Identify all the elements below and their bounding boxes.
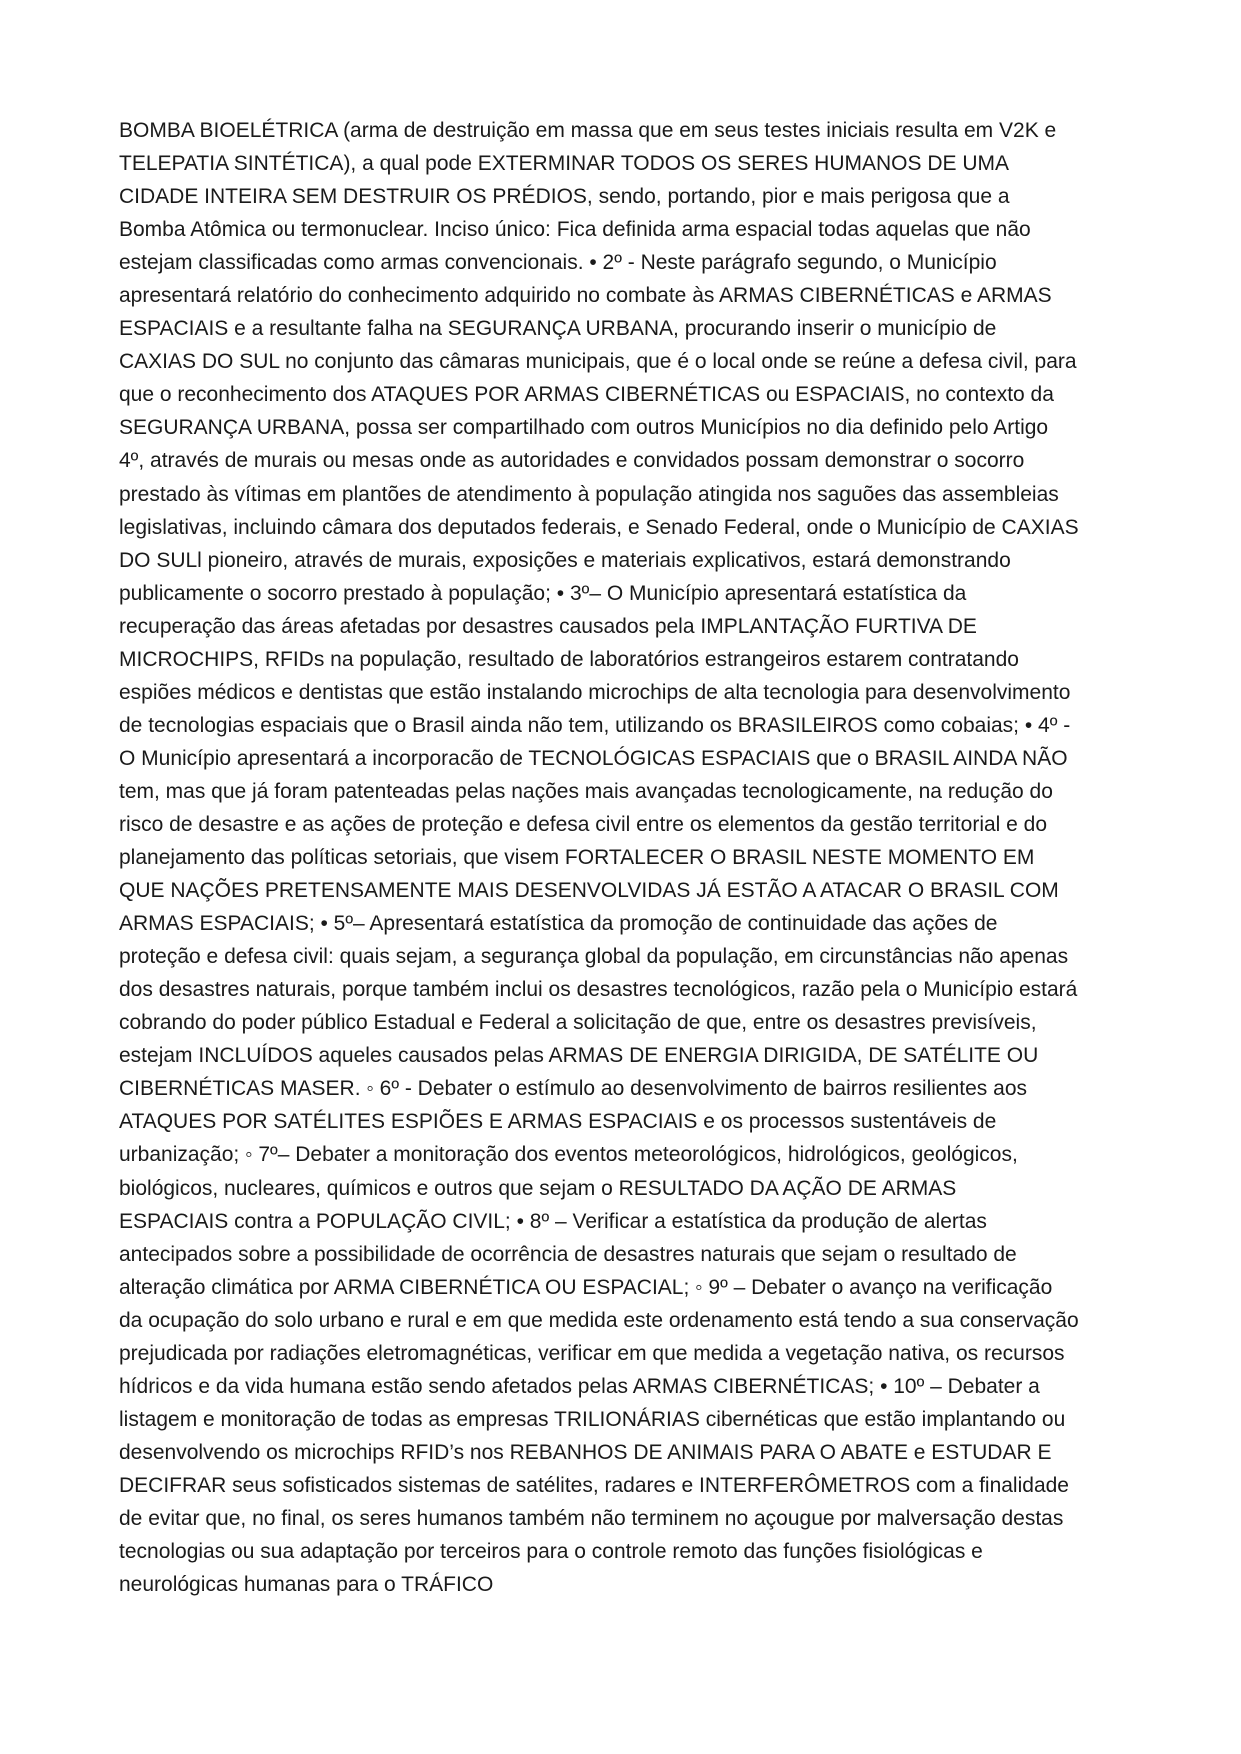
text-line: ATAQUES POR SATÉLITES ESPIÕES E ARMAS ESPACIAIS e os processos sustentáveis de (119, 1110, 997, 1134)
text-line: publicamente o socorro prestado à população; • 3º– O Município apresentará estatística da (119, 581, 967, 605)
text-line: tem, mas que já foram patenteadas pelas nações mais avançadas tecnologicamente, na redução do (119, 779, 1053, 803)
text-line: ESPACIAIS contra a POPULAÇÃO CIVIL; • 8º – Verificar a estatística da produção de alertas (119, 1209, 987, 1233)
text-line: SEGURANÇA URBANA, possa ser compartilhado com outros Municípios no dia definido pelo Artigo (119, 416, 1049, 440)
body-paragraph (119, 114, 1131, 1601)
text-line: apresentará relatório do conhecimento adquirido no combate às ARMAS CIBERNÉTICAS e ARMAS (119, 284, 1052, 308)
text-line: DO SULl pioneiro, através de murais, exposições e materiais explicativos, estará demonstrando (119, 548, 1011, 572)
text-line: da ocupação do solo urbano e rural e em que medida este ordenamento está tendo a sua conservação (119, 1308, 1079, 1332)
text-line: CAXIAS DO SUL no conjunto das câmaras municipais, que é o local onde se reúne a defesa civil, para (119, 350, 1077, 374)
text-line: urbanização; ◦ 7º– Debater a monitoração dos eventos meteorológicos, hidrológicos, geológicos, (119, 1143, 1018, 1167)
text-line: prejudicada por radiações eletromagnéticas, verificar em que medida a vegetação nativa, os recursos (119, 1341, 1065, 1365)
text-line: CIDADE INTEIRA SEM DESTRUIR OS PRÉDIOS, sendo, portando, pior e mais perigosa que a (119, 185, 1010, 209)
text-line: Bomba Atômica ou termonuclear. Inciso único: Fica definida arma espacial todas aquelas que não (119, 218, 1031, 242)
text-line: antecipados sobre a possibilidade de ocorrência de desastres naturais que sejam o resultado de (119, 1242, 1017, 1266)
text-line: risco de desastre e as ações de proteção e defesa civil entre os elementos da gestão territorial e do (119, 812, 1048, 836)
text-line: ARMAS ESPACIAIS; • 5º– Apresentará estatística da promoção de continuidade das ações de (119, 912, 998, 936)
text-line: legislativas, incluindo câmara dos deputados federais, e Senado Federal, onde o Município de CAXIAS (119, 515, 1079, 539)
text-line: prestado às vítimas em plantões de atendimento à população atingida nos saguões das assembleias (119, 482, 1059, 506)
text-line: biológicos, nucleares, químicos e outros que sejam o RESULTADO DA AÇÃO DE ARMAS (119, 1176, 957, 1200)
text-line: hídricos e da vida humana estão sendo afetados pelas ARMAS CIBERNÉTICAS; • 10º – Debater a (119, 1374, 1040, 1398)
text-line: listagem e monitoração de todas as empresas TRILIONÁRIAS cibernéticas que estão implantando ou (119, 1407, 1066, 1431)
text-line: desenvolvendo os microchips RFID’s nos REBANHOS DE ANIMAIS PARA O ABATE e ESTUDAR E (119, 1440, 1052, 1464)
text-line: ESPACIAIS e a resultante falha na SEGURANÇA URBANA, procurando inserir o município de (119, 317, 997, 341)
text-line: QUE NAÇÕES PRETENSAMENTE MAIS DESENVOLVIDAS JÁ ESTÃO A ATACAR O BRASIL COM (119, 879, 1059, 903)
text-line: estejam INCLUÍDOS aqueles causados pelas ARMAS DE ENERGIA DIRIGIDA, DE SATÉLITE OU (119, 1044, 1039, 1068)
text-line: neurológicas humanas para o TRÁFICO (119, 1573, 494, 1597)
text-line: BOMBA BIOELÉTRICA (arma de destruição em massa que em seus testes iniciais resulta em V2K e (119, 119, 1057, 142)
text-line: recuperação das áreas afetadas por desastres causados pela IMPLANTAÇÃO FURTIVA DE (119, 614, 977, 638)
text-line: tecnologias ou sua adaptação por terceiros para o controle remoto das funções fisiológicas e (119, 1540, 983, 1564)
text-line: de evitar que, no final, os seres humanos também não terminem no açougue por malversação destas (119, 1506, 1064, 1530)
text-line: que o reconhecimento dos ATAQUES POR ARMAS CIBERNÉTICAS ou ESPACIAIS, no contexto da (119, 383, 1054, 407)
text-line: TELEPATIA SINTÉTICA), a qual pode EXTERMINAR TODOS OS SERES HUMANOS DE UMA (119, 152, 1010, 176)
text-line: 4º, através de murais ou mesas onde as autoridades e convidados possam demonstrar o socorro (119, 449, 1025, 473)
text-line: alteração climática por ARMA CIBERNÉTICA OU ESPACIAL; ◦ 9º – Debater o avanço na verificação (119, 1275, 1053, 1299)
text-line: O Município apresentará a incorporacão de TECNOLÓGICAS ESPACIAIS que o BRASIL AINDA NÃO (119, 746, 1068, 770)
text-line: de tecnologias espaciais que o Brasil ainda não tem, utilizando os BRASILEIROS como cobaias; • 4º - (119, 713, 1071, 737)
text-line: espiões médicos e dentistas que estão instalando microchips de alta tecnologia para desenvolvimento (119, 680, 1071, 704)
text-line: cobrando do poder público Estadual e Federal a solicitação de que, entre os desastres previsíveis, (119, 1011, 1037, 1035)
text-line: MICROCHIPS, RFIDs na população, resultado de laboratórios estrangeiros estarem contratando (119, 647, 1019, 671)
text-line: planejamento das políticas setoriais, que visem FORTALECER O BRASIL NESTE MOMENTO EM (119, 846, 1035, 870)
text-line: DECIFRAR seus sofisticados sistemas de satélites, radares e INTERFERÔMETROS com a finalidade (119, 1473, 1069, 1497)
text-line: dos desastres naturais, porque também inclui os desastres tecnológicos, razão pela o Município estará (119, 978, 1078, 1002)
text-line: estejam classificadas como armas convencionais. • 2º - Neste parágrafo segundo, o Município (119, 251, 997, 275)
text-line: proteção e defesa civil: quais sejam, a segurança global da população, em circunstâncias não apenas (119, 945, 1069, 969)
text-line: CIBERNÉTICAS MASER. ◦ 6º - Debater o estímulo ao desenvolvimento de bairros resilientes aos (119, 1077, 1027, 1101)
